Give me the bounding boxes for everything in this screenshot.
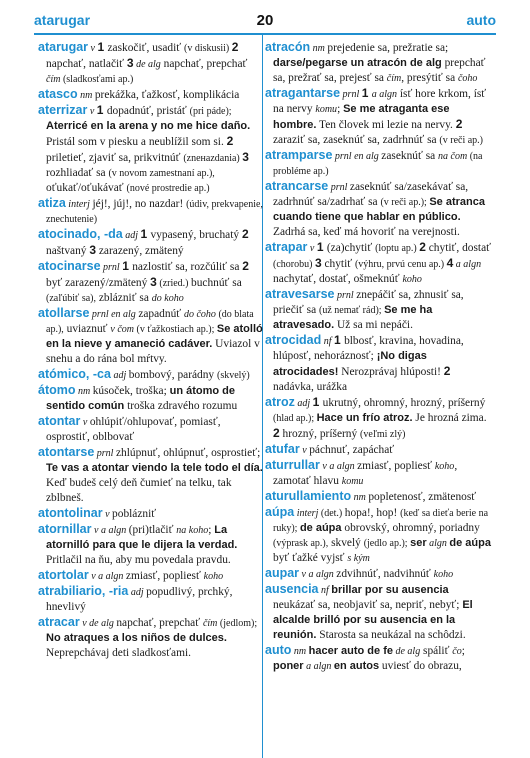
definition-text: zaseknúť sa xyxy=(381,150,439,162)
sense-number: 1 xyxy=(140,227,151,241)
example-phrase: Se me ha atravesado. xyxy=(273,304,433,331)
header-rule xyxy=(34,33,496,35)
usage-note: (jedlo ap.); xyxy=(363,538,411,549)
dictionary-entry xyxy=(38,383,264,414)
definition-text: Už sa mi nepáči. xyxy=(334,319,413,331)
example-phrase: El alcalde brilló por su ausencia en la reunión. xyxy=(273,599,473,641)
entry-headword: atufar xyxy=(265,442,300,456)
grammar-label: nm xyxy=(77,90,95,101)
dictionary-entry xyxy=(38,568,264,584)
entry-headword: atrancarse xyxy=(265,179,329,193)
italic-label: v čom xyxy=(110,324,135,335)
grammar-label: v xyxy=(307,243,317,254)
grammar-label: adj xyxy=(122,230,141,241)
definition-text: napchať, prepchať xyxy=(160,58,248,70)
definition-text: popudlivý, prchký, hnevlivý xyxy=(46,586,233,613)
sense-number: 1 xyxy=(312,395,323,409)
entry-headword: atiza xyxy=(38,196,66,210)
entry-headword: atollarse xyxy=(38,306,90,320)
definition-text: bombový, parádny xyxy=(128,369,217,381)
definition-text: (pri)tlačiť xyxy=(128,524,177,536)
sense-number: 1 xyxy=(334,333,345,347)
entry-headword: atasco xyxy=(38,87,78,101)
definition-text: Nerozprávaj hlúposti! xyxy=(338,366,444,378)
definition-text: zaseknúť sa/zasekávať sa, zadrhnúť sa/zadrhať sa xyxy=(273,181,469,208)
dictionary-entry xyxy=(265,582,491,643)
italic-label: de alg xyxy=(133,59,161,70)
italic-label: komu xyxy=(315,104,338,115)
usage-note: (do blata ap.), xyxy=(46,309,254,335)
entry-headword: atrapar xyxy=(265,240,308,254)
grammar-label: prnl xyxy=(94,448,116,459)
grammar-label: nf xyxy=(321,336,335,347)
italic-label: a algn xyxy=(371,89,398,100)
definition-text: prejedenie sa, prežratie sa; xyxy=(327,42,449,54)
dictionary-entry xyxy=(265,287,491,333)
dictionary-entry xyxy=(38,306,264,367)
grammar-label: v xyxy=(299,445,310,456)
grammar-label: nm xyxy=(291,646,309,657)
usage-note: (keď sa dieťa berie na ruky); xyxy=(273,508,489,534)
entry-headword: atracón xyxy=(265,40,311,54)
italic-label: koho xyxy=(203,571,224,582)
entry-headword: atocinado, -da xyxy=(38,227,123,241)
example-phrase: de aúpa xyxy=(449,537,491,549)
definition-text: uviesť do obrazu, xyxy=(379,660,462,672)
example-phrase: Se atranca cuando tiene que hablar en público. xyxy=(273,196,485,223)
sense-number: 4 xyxy=(446,256,454,270)
grammar-label: adj xyxy=(128,587,147,598)
definition-text: znepáčiť sa, zhnusiť sa, priečiť sa xyxy=(273,289,464,316)
definition-text: oťukať/oťukávať xyxy=(46,182,127,194)
definition-text: ; xyxy=(208,524,215,536)
definition-text: neukázať sa, neobjaviť sa, nepriť, nebyť; xyxy=(273,599,463,611)
definition-text: , zamotať hlavu xyxy=(273,460,458,487)
sense-number: 2 xyxy=(443,364,451,378)
page-header xyxy=(34,12,496,30)
entry-headword: atontarse xyxy=(38,445,95,459)
entry-headword: atravesarse xyxy=(265,287,335,301)
dictionary-entry xyxy=(38,445,264,506)
usage-note: (sladkosťami ap.) xyxy=(60,74,134,85)
italic-label: s kým xyxy=(347,553,370,564)
example-phrase: en autos xyxy=(333,660,380,672)
dictionary-entry xyxy=(265,442,491,458)
definition-text: zhlúpnuť, ohlúpnuť, osprostieť; xyxy=(115,447,261,459)
entry-headword: aturullamiento xyxy=(265,489,352,503)
sense-number: 2 xyxy=(242,259,249,273)
example-phrase: Hace un frío atroz. xyxy=(316,412,413,424)
dictionary-entry xyxy=(38,40,264,87)
sense-number: 2 xyxy=(455,117,463,131)
usage-note: (jedlom); xyxy=(217,618,258,629)
dictionary-entry xyxy=(265,179,491,240)
italic-label: do čoho xyxy=(183,309,216,320)
definition-text: prekážka, ťažkosť, komplikácia xyxy=(94,89,240,101)
dictionary-entry xyxy=(38,414,264,445)
definition-text: ukrutný, ohromný, hrozný, príšerný xyxy=(322,397,486,409)
usage-note: (v ťažkostiach ap.); xyxy=(134,324,217,335)
italic-label: čo xyxy=(452,646,462,657)
definition-text: napchať, prepchať xyxy=(116,617,203,629)
definition-text: prepchať sa, prežrať sa, prejesť sa xyxy=(273,57,486,84)
grammar-label: v xyxy=(80,417,90,428)
example-phrase: Te vas a atontar viendo la tele todo el día. xyxy=(46,462,263,474)
grammar-label: v de alg xyxy=(79,618,117,629)
dictionary-entry xyxy=(265,489,491,505)
definition-text: nazlostiť sa, rozčúliť sa xyxy=(132,261,243,273)
italic-label: a algn xyxy=(303,661,334,672)
sense-number: 3 xyxy=(89,243,97,257)
dictionary-entry xyxy=(265,86,491,148)
entry-headword: aterrizar xyxy=(38,103,88,117)
entry-headword: atarugar xyxy=(38,40,89,54)
definition-text: poblázniť xyxy=(112,508,157,520)
italic-label: a algn xyxy=(453,259,482,270)
definition-text: uviaznuť xyxy=(63,323,111,335)
dictionary-entry xyxy=(265,566,491,582)
grammar-label: adj xyxy=(294,398,313,409)
definition-text: blbosť, kravina, hovadina, hlúposť, nehoráznosť; xyxy=(273,335,464,362)
grammar-label: v xyxy=(102,509,113,520)
definition-text: zaraziť sa, zaseknúť sa, zadrhnúť sa xyxy=(273,134,440,146)
example-phrase: Se me atraganta ese hombre. xyxy=(273,103,450,131)
sense-number: 2 xyxy=(419,240,426,254)
definition-text: naštvaný xyxy=(46,245,90,257)
running-head-right: auto xyxy=(466,12,496,28)
grammar-label: prnl xyxy=(334,290,357,301)
italic-label: čoho xyxy=(457,73,478,84)
grammar-label: v xyxy=(88,43,98,54)
definition-text: Uviazol v snehu a do rána bol mŕtvy. xyxy=(46,338,260,365)
sense-number: 3 xyxy=(314,256,322,270)
entry-headword: ausencia xyxy=(265,582,319,596)
grammar-label: interj xyxy=(294,508,321,519)
definition-text: byť zarazený/zmätený xyxy=(46,277,151,289)
definition-text: zblázniť sa xyxy=(95,292,152,304)
example-phrase: darse/pegarse un atracón de alg xyxy=(273,57,442,69)
dictionary-entry xyxy=(265,505,491,566)
example-phrase: de aúpa xyxy=(299,522,342,534)
usage-note: (v diskusii) xyxy=(183,43,232,54)
definition-text: Zadrhá sa, keď má hovoriť na verejnosti. xyxy=(273,226,460,238)
definition-text: dopadnúť, pristáť xyxy=(106,105,190,117)
sense-number: 1 xyxy=(96,103,107,117)
definition-text: popletenosť, zmätenosť xyxy=(368,491,477,503)
grammar-label: prnl xyxy=(328,182,350,193)
example-phrase: ser xyxy=(410,537,427,549)
definition-text: ; xyxy=(337,103,344,115)
entry-headword: aúpa xyxy=(265,505,295,519)
sense-number: 1 xyxy=(122,259,133,273)
usage-note: (det.) xyxy=(320,508,345,519)
dictionary-entry xyxy=(38,615,264,661)
italic-label: algn xyxy=(426,538,450,549)
definition-text: Neprepchávaj deti sladkosťami. xyxy=(46,647,191,659)
definition-text: vypasený, bruchatý xyxy=(150,229,242,241)
italic-label: čím xyxy=(202,618,218,629)
entry-headword: atontar xyxy=(38,414,81,428)
definition-text: Je hrozná zima. xyxy=(412,412,487,424)
definition-text: ; xyxy=(461,645,465,657)
dictionary-entry xyxy=(38,367,264,383)
dictionary-entry xyxy=(38,103,264,196)
grammar-label: nm xyxy=(310,43,328,54)
usage-note: (zried.) xyxy=(156,278,192,289)
usage-note: (výhru, prvú cenu ap.) xyxy=(354,259,447,270)
definition-text: zdvihnúť, nadvihnúť xyxy=(336,568,434,580)
dictionary-entry xyxy=(265,240,491,287)
definition-text: chytiť, dostať xyxy=(425,242,492,254)
sense-number: 2 xyxy=(273,426,280,440)
grammar-label: nf xyxy=(318,585,332,596)
definition-text: buchnúť sa xyxy=(191,277,242,289)
usage-note: (údiv, prekvapenie, znechutenie) xyxy=(46,199,263,225)
grammar-label: prnl xyxy=(340,89,362,100)
sense-number: 1 xyxy=(97,40,108,54)
entry-headword: atragantarse xyxy=(265,86,341,100)
example-phrase: poner xyxy=(273,660,304,672)
definition-text: troška zdravého rozumu xyxy=(124,400,238,412)
example-phrase: ¡No digas atrocidades! xyxy=(273,350,427,378)
definition-text: zaskočiť, usadiť xyxy=(107,42,184,54)
definition-text: Pristál som v piesku a neublížil som si. xyxy=(46,136,227,148)
usage-note: (už nemať rád); xyxy=(318,305,385,316)
sense-number: 3 xyxy=(242,150,249,164)
italic-label: de alg xyxy=(392,646,421,657)
italic-label: čím xyxy=(46,74,61,85)
grammar-label: nm xyxy=(75,386,93,397)
entry-headword: átomo xyxy=(38,383,76,397)
definition-text: zarazený, zmätený xyxy=(96,245,184,257)
entry-headword: atocinarse xyxy=(38,259,101,273)
usage-note: (na probléme ap.) xyxy=(273,151,483,177)
dictionary-entry xyxy=(38,584,264,615)
grammar-label: interj xyxy=(65,199,93,210)
usage-note: (v reči ap.); xyxy=(380,197,430,208)
entry-headword: atontolinar xyxy=(38,506,103,520)
example-phrase: Aterricé en la arena y no me hice daño. xyxy=(46,120,251,132)
grammar-label: v xyxy=(87,106,97,117)
definition-text: jéj!, júj!, no nazdar! xyxy=(92,198,187,210)
definition-text: zapadnúť xyxy=(138,308,184,320)
italic-label: koho xyxy=(433,569,454,580)
sense-number: 1 xyxy=(361,86,372,100)
entry-headword: atortolar xyxy=(38,568,89,582)
definition-text: zmiasť, popliesť xyxy=(357,460,435,472)
definition-text: Pritlačil na ňu, aby mu povedala pravdu. xyxy=(46,554,231,566)
sense-number: 2 xyxy=(231,40,239,54)
usage-note: (skvelý) xyxy=(216,370,250,381)
italic-label: na koho xyxy=(176,525,209,536)
definition-text: nachytať, dostať, ošmeknúť xyxy=(273,273,403,285)
grammar-label: v a algn xyxy=(319,461,358,472)
entry-headword: atramparse xyxy=(265,148,333,162)
dictionary-entry xyxy=(38,227,264,259)
definition-text: byť ťažké vyjsť xyxy=(273,552,348,564)
dictionary-entry xyxy=(265,148,491,179)
entry-headword: atrabiliario, -ria xyxy=(38,584,129,598)
definition-text: ohlúpiť/ohlupovať, pomiasť, osprostiť, oblbovať xyxy=(46,416,221,443)
grammar-label: prnl xyxy=(100,262,123,273)
page-number: 20 xyxy=(256,12,274,29)
italic-label: do koho xyxy=(151,293,184,304)
definition-text: skvelý xyxy=(328,537,364,549)
grammar-label: v a algn xyxy=(91,525,129,536)
definition-text: spáliť xyxy=(420,645,453,657)
definition-text: nadávka, urážka xyxy=(273,381,347,393)
grammar-label: adj xyxy=(110,370,129,381)
italic-label: koho xyxy=(434,461,455,472)
usage-note: (v novom zamestnaní ap.), xyxy=(108,168,215,179)
example-phrase: La atornilló para que le dijera la verdad. xyxy=(46,524,238,551)
definition-text: zmiasť, popliesť xyxy=(125,570,204,582)
usage-note: (chorobu) xyxy=(273,259,315,270)
definition-text: Keď budeš celý deň čumieť na telku, tak zblbneš. xyxy=(46,477,232,504)
example-phrase: Se atolló en la nieve y amaneció cadáver. xyxy=(46,323,263,350)
example-phrase: No atraques a los niños de dulces. xyxy=(46,632,227,644)
sense-number: 1 xyxy=(316,240,327,254)
definition-text: priletieť, zjaviť sa, prikvitnúť xyxy=(46,152,184,164)
dictionary-entry xyxy=(265,458,491,489)
usage-note: (veľmi zlý) xyxy=(360,429,406,440)
definition-text: napchať, natlačiť xyxy=(46,58,127,70)
italic-label: koho xyxy=(402,274,422,285)
definition-text: obrovský, ohromný, poriadny xyxy=(341,522,480,534)
grammar-label: prnl en alg xyxy=(332,151,382,162)
usage-note: (loptu ap.) xyxy=(375,243,420,254)
sense-number: 3 xyxy=(126,56,134,70)
sense-number: 3 xyxy=(150,275,157,289)
example-phrase: brillar por su ausencia xyxy=(331,584,449,596)
dictionary-entry xyxy=(38,259,264,306)
definition-text: chytiť xyxy=(321,258,355,270)
usage-note: (pri páde); xyxy=(189,106,232,117)
dictionary-entry xyxy=(265,643,491,674)
usage-note: (výprask ap.), xyxy=(273,538,329,549)
example-phrase: un átomo de sentido común xyxy=(46,385,235,412)
usage-note: (v reči ap.) xyxy=(439,135,483,146)
grammar-label: v a algn xyxy=(88,571,126,582)
definition-text: páchnuť, zapáchať xyxy=(309,444,395,456)
example-phrase: hacer auto de fe xyxy=(308,645,393,657)
definition-text: , presýtiť sa xyxy=(401,72,458,84)
dictionary-entry xyxy=(38,87,264,103)
usage-note: (zneнazdania) xyxy=(183,153,243,164)
grammar-label: prnl en alg xyxy=(89,309,139,320)
italic-label: na čom xyxy=(438,151,468,162)
definition-text: ísť hore krkom, ísť na nervy xyxy=(273,88,487,115)
dictionary-entry xyxy=(38,506,264,522)
dictionary-entry xyxy=(38,522,264,568)
usage-note: (hlad ap.); xyxy=(273,413,317,424)
grammar-label: nm xyxy=(351,492,369,503)
dictionary-entry xyxy=(265,40,491,86)
entry-headword: auto xyxy=(265,643,292,657)
definition-text: Starosta sa neukázal na schôdzi. xyxy=(316,629,466,641)
definition-text: kúsoček, troška; xyxy=(92,385,170,397)
definition-text: Ten človek mi lezie na nervy. xyxy=(316,119,456,131)
right-column xyxy=(265,40,491,674)
sense-number: 2 xyxy=(226,134,234,148)
definition-text: hrozný, príšerný xyxy=(279,428,361,440)
dictionary-entry xyxy=(38,196,264,227)
dictionary-entry xyxy=(265,395,491,442)
definition-text: hopa!, hop! xyxy=(344,507,401,519)
italic-label: komu xyxy=(341,476,364,487)
entry-headword: atrocidad xyxy=(265,333,322,347)
definition-text: rozhliadať sa xyxy=(46,167,109,179)
italic-label: čím xyxy=(386,73,402,84)
entry-headword: atracar xyxy=(38,615,80,629)
entry-headword: aturrullar xyxy=(265,458,320,472)
left-column xyxy=(38,40,264,661)
entry-headword: atornillar xyxy=(38,522,92,536)
grammar-label: v a algn xyxy=(299,569,337,580)
entry-headword: aupar xyxy=(265,566,300,580)
running-head-left: atarugar xyxy=(34,12,91,28)
sense-number: 2 xyxy=(241,227,249,241)
entry-headword: atómico, -ca xyxy=(38,367,111,381)
dictionary-entry xyxy=(265,333,491,395)
usage-note: (nové prostredie ap.) xyxy=(126,183,210,194)
entry-headword: atroz xyxy=(265,395,295,409)
usage-note: (zaľúbiť sa), xyxy=(46,293,96,304)
definition-text: (za)chytiť xyxy=(326,242,376,254)
